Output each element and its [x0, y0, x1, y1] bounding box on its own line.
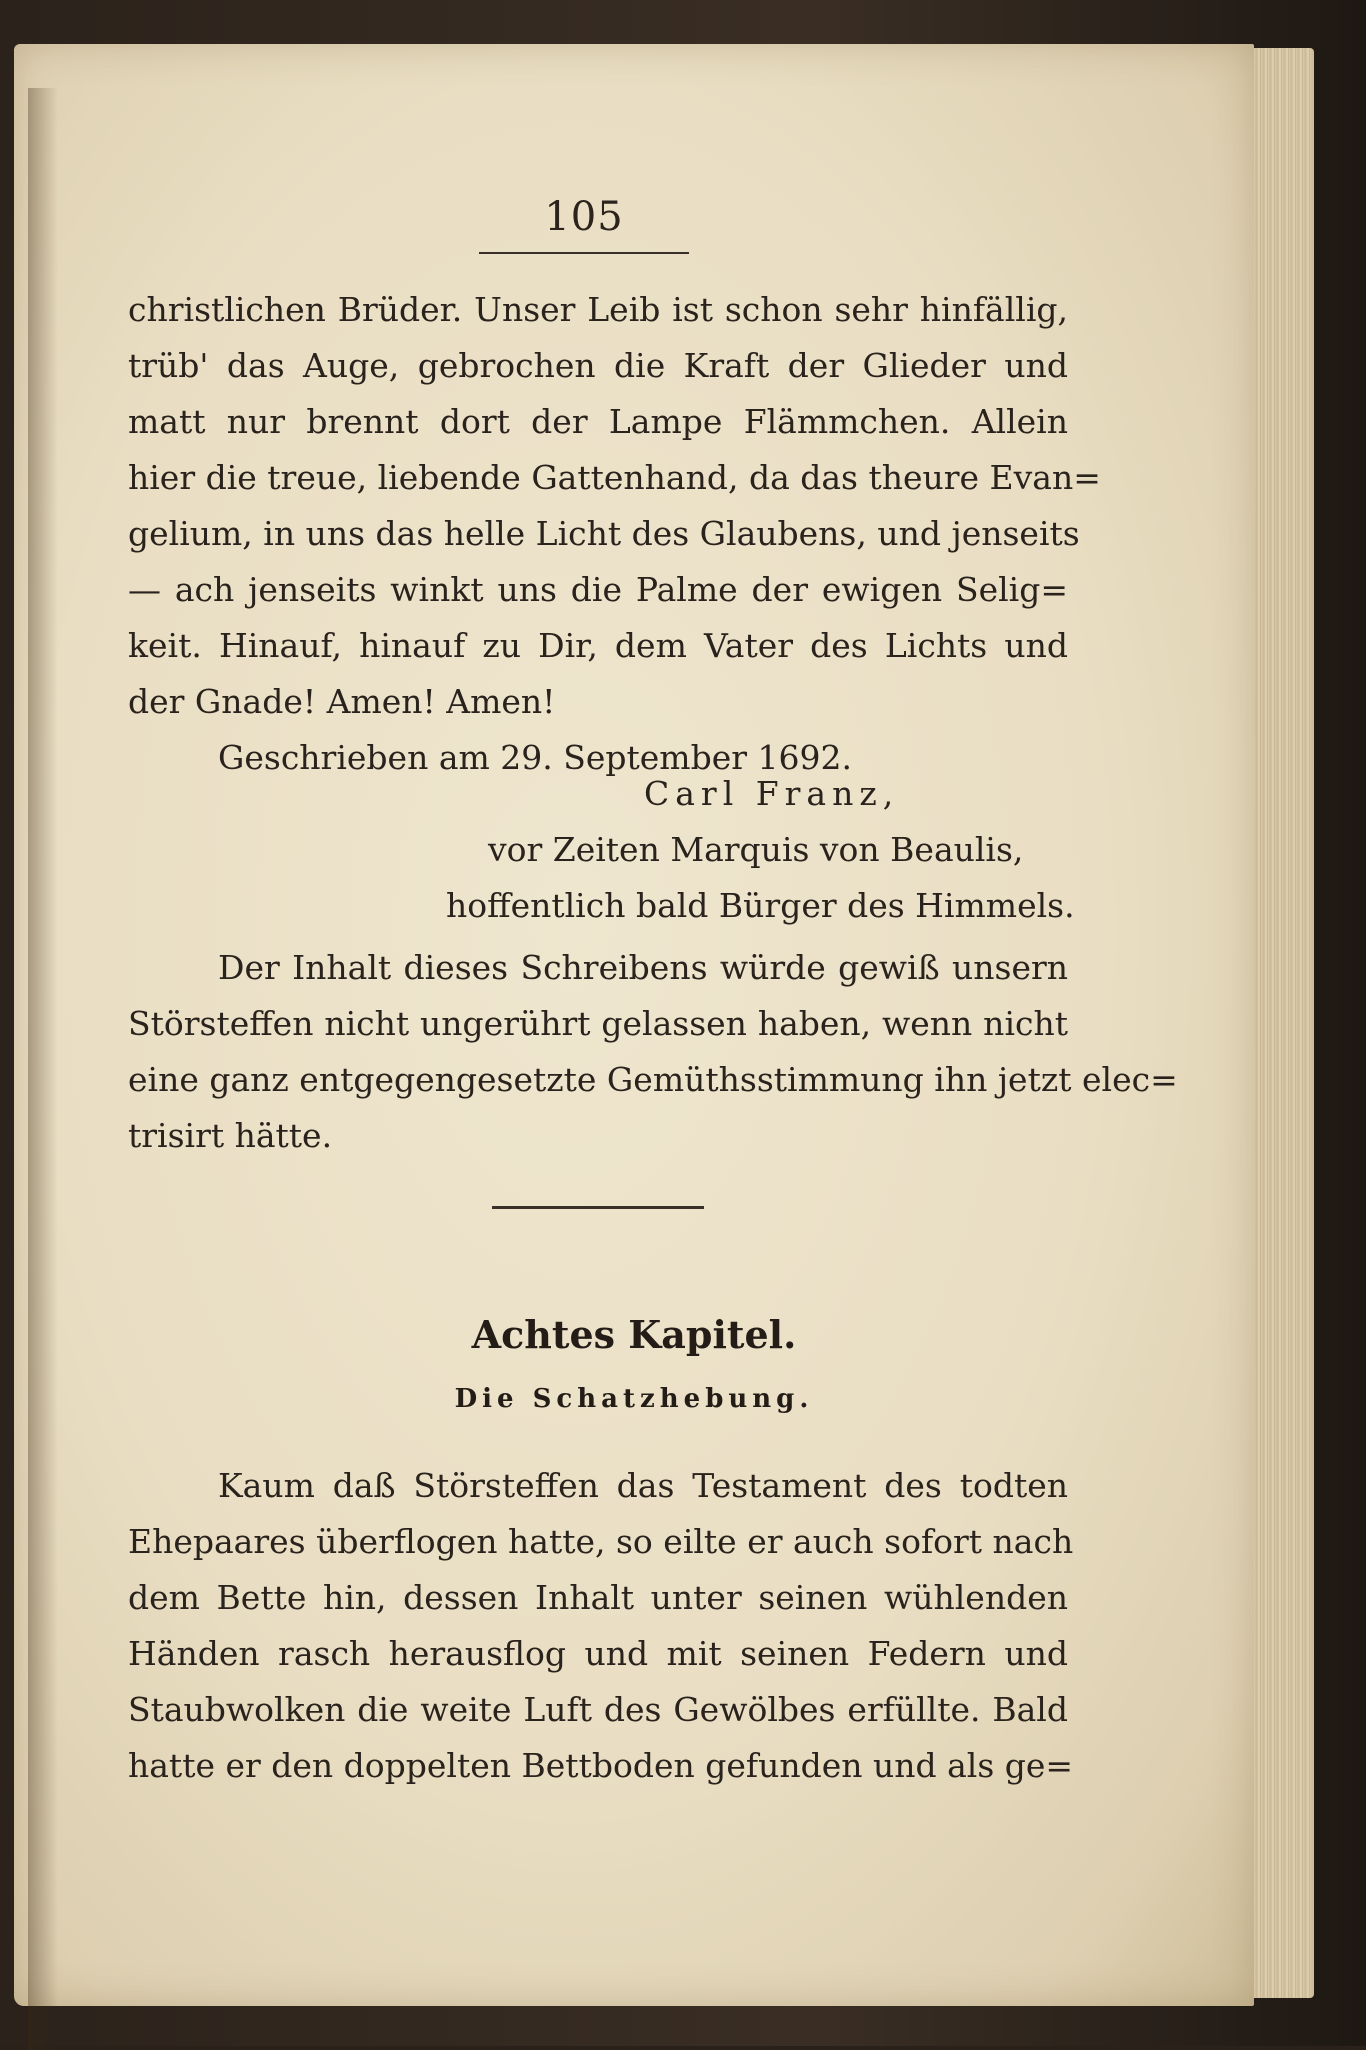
text-line: hatte er den doppelten Bettboden gefunden und als ge=	[128, 1746, 1074, 1785]
date-line: Geschrieben am 29. September 1692.	[218, 738, 852, 777]
header-rule	[479, 252, 689, 254]
signature-name: Carl Franz,	[644, 774, 900, 813]
text-line: trisirt hätte.	[128, 1116, 333, 1155]
text-line: Kaum daß Störsteffen das Testament des todten	[218, 1466, 1068, 1505]
page-edges	[1254, 48, 1314, 1998]
page	[14, 44, 1254, 2006]
text-line: Ehepaares überflogen hatte, so eilte er auch sofort nach	[128, 1522, 1074, 1561]
text-line: Staubwolken die weite Luft des Gewölbes erfüllte. Bald	[128, 1690, 1068, 1729]
spine-shadow	[28, 88, 58, 2050]
text-line: eine ganz entgegengesetzte Gemüthsstimmung ihn jetzt elec=	[128, 1060, 1178, 1099]
text-line: — ach jenseits winkt uns die Palme der ewigen Selig=	[128, 570, 1068, 609]
text-line: trüb' das Auge, gebrochen die Kraft der Glieder und	[128, 346, 1068, 385]
text-line: keit. Hinauf, hinauf zu Dir, dem Vater des Lichts und	[128, 626, 1068, 665]
text-line: christlichen Brüder. Unser Leib ist schon sehr hinfällig,	[128, 290, 1068, 329]
page-number: 105	[544, 194, 624, 240]
chapter-title: Achtes Kapitel.	[471, 1312, 797, 1357]
signature-line: vor Zeiten Marquis von Beaulis,	[488, 830, 1024, 869]
text-line: Der Inhalt dieses Schreibens würde gewiß unsern	[218, 948, 1068, 987]
text-line: dem Bette hin, dessen Inhalt unter seinen wühlenden	[128, 1578, 1068, 1617]
text-line: Händen rasch herausflog und mit seinen Federn und	[128, 1634, 1068, 1673]
text-line: Störsteffen nicht ungerührt gelassen haben, wenn nicht	[128, 1004, 1068, 1043]
text-line: gelium, in uns das helle Licht des Glaubens, und jenseits	[128, 514, 1080, 553]
text-line: der Gnade! Amen! Amen!	[128, 682, 556, 721]
text-line: hier die treue, liebende Gattenhand, da das theure Evan=	[128, 458, 1101, 497]
section-divider	[492, 1206, 704, 1209]
signature-line: hoffentlich bald Bürger des Himmels.	[446, 886, 1075, 925]
chapter-subtitle: Die Schatzhebung.	[454, 1384, 814, 1414]
text-line: matt nur brennt dort der Lampe Flämmchen. Allein	[128, 402, 1068, 441]
